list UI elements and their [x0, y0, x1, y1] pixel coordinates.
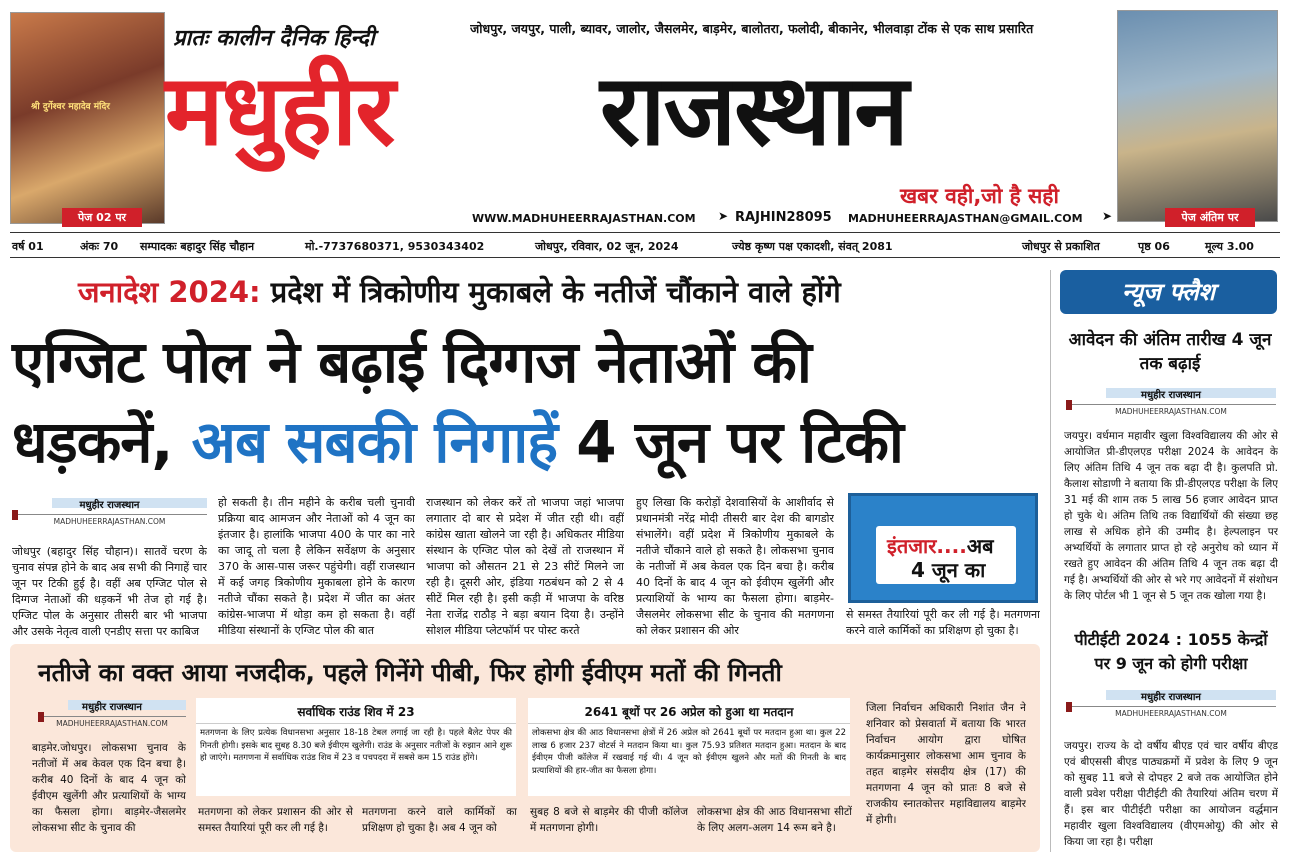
- news-flash-title[interactable]: न्यूज फ्लैश: [1060, 270, 1277, 314]
- sidebar-byweb-2: MADHUHEERRAJASTHAN.COM: [1115, 709, 1227, 718]
- countdown-wait: इंतजार....: [887, 534, 967, 558]
- lead-column-4: हुए लिखा कि करोड़ों देशवासियों के आशीर्वाद से प्रधानमंत्री नरेंद्र मोदी तीसरी बार देश की बागडोर संभालेंगे। वहीं प्रदेश में त्रिकोणीय मुकाबले के नतीजे चौंकाने वाले हो सकते है। लोकसभा चुनाव के नतीजों में अब केवल एक दिन बचा है। करीब 40 दिनों के बाद 4 जून को ईवीएम खुलेंगी और प्रत्याशियों के भाग्य का फैसला होगा। बाड़मेर-जैसलमेर लोकसभा सीट के चुनाव की मतगणना को लेकर प्रशासन की ओर: [636, 496, 834, 637]
- page-count: पृष्ठ 06: [1138, 240, 1170, 253]
- sidebar-byline-2: मधुहीर राजस्थान: [1141, 692, 1201, 703]
- slogan: खबर वही,जो है सही: [900, 184, 1059, 208]
- second-bottom-col-2: मतगणना करने वाले कार्मिकों का प्रशिक्षण हो चुका है। अब 4 जून को: [362, 806, 517, 834]
- second-headline[interactable]: नतीजे का वक्त आया नजदीक, पहले गिनेंगे पीबी, फिर होगी ईवीएम मतों की गिनती: [38, 658, 782, 687]
- masthead-title-part2: राजस्थान: [600, 54, 907, 168]
- lead-kicker-rest: प्रदेश में त्रिकोणीय मुकाबले के नतीजें चौंकाने वाले होंगे: [270, 275, 841, 309]
- sidebar-text-2: जयपुर। राज्य के दो वर्षीय बीएड एवं चार वर्षीय बीएड एवं बीएससी बीएड पाठ्यक्रमों में प्रवेश के लिए 9 जून को सुबह 11 बजे से दोपहर 2 बजे तक आयोजित होने वाली प्रवेश परीक्षा पीटीईटी की तैयारियां अंतिम चरण में हैं। इस बार पीटीईटी परीक्षा का आयोजन वर्द्धमान महावीर खुला विश्वविद्यालय (वीएमओयू) की ओर से किया जा रहा है। परीक्षा: [1064, 740, 1278, 848]
- email-link[interactable]: MADHUHEERRAJASTHAN@GMAIL.COM: [848, 212, 1083, 225]
- lead-column-5: से समस्त तैयारियां पूरी कर ली गई है। मतगणना करने वाले कार्मिकों का प्रशिक्षण हो चुका है।: [846, 608, 1040, 637]
- second-bottom-col-3: सुबह 8 बजे से बाड़मेर की पीजी कॉलेज में मतगणना होगी।: [530, 806, 688, 834]
- mobile: मो.-7737680371, 9530343402: [305, 240, 485, 253]
- right-page-tag[interactable]: पेज अंतिम पर: [1165, 208, 1255, 227]
- lead-column-2: हो सकती है। तीन महीने के करीब चली चुनावी प्रक्रिया बाद आमजन और नेताओं को 4 जून का इंतजार है। हालांकि भाजपा 400 के पार का नारे का जादू तो चला है लेकिन सर्वेक्षण के अनुसार 370 के आस-पास जरूर पहुंचेगी। वहीं राजस्थान में कई जगह त्रिकोणीय मुकाबला होने के कारण नतीजे चौंका सकते है। प्रदेश में जीत का अंतर कांग्रेस-भाजपा में थोड़ा कम हो सकता है। वहीं मीडिया संस्थानों के एग्जिट पोल की बात: [218, 496, 415, 637]
- sidebar-divider: [1050, 270, 1051, 852]
- tagline: प्रातः कालीन दैनिक हिन्दी: [173, 26, 375, 51]
- lead-byline-block: [12, 498, 207, 526]
- cursor-icon: ➤: [1102, 209, 1113, 223]
- lead-kicker: [78, 272, 841, 311]
- lead-headline-2b: अब सबकी निगाहें: [191, 408, 558, 476]
- sidebar-byline-block-2: [1066, 690, 1276, 718]
- second-bottom-col-1: मतगणना को लेकर प्रशासन की ओर से समस्त तैयारियां पूरी कर ली गई है।: [198, 806, 353, 834]
- lead-byweb: MADHUHEERRAJASTHAN.COM: [53, 517, 166, 526]
- masthead-title-part1: मधुहीर: [165, 54, 394, 168]
- lead-headline-2c: 4 जून पर टिकी: [576, 408, 903, 476]
- year: वर्ष 01: [12, 240, 44, 253]
- date: जोधपुर, रविवार, 02 जून, 2024: [535, 240, 679, 253]
- second-bottom-col-4: लोकसभा क्षेत्र की आठ विधानसभा सीटों के लिए अलग-अलग 14 रूम बने है।: [697, 806, 852, 834]
- right-header-photo[interactable]: [1117, 10, 1278, 222]
- lead-byline: मधुहीर राजस्थान: [79, 500, 140, 511]
- lead-column-1: जोधपुर (बहादुर सिंह चौहान)। सातवें चरण के चुनाव संपन्न होने के बाद अब सभी की निगाहें चार जून पर टिकी हुई है। वहीं अब एग्जिट पोल से दिग्गज नेताओं की धड़कनें भी तेज हो गई है। एग्जिट पोल के अनुसार तीसरी बार भी भाजपा और उसके नेतृत्व वाली एनडीए सत्ता पर काबिज: [12, 545, 207, 638]
- second-byweb: MADHUHEERRAJASTHAN.COM: [56, 719, 168, 728]
- countdown-box[interactable]: [848, 493, 1038, 603]
- cursor-icon: ➤: [718, 209, 729, 223]
- left-photo-caption: श्री दुर्गेश्वर महादेव मंदिर: [31, 102, 110, 112]
- editor: सम्पादकः बहादुर सिंह चौहान: [140, 240, 255, 253]
- issue: अंकः 70: [80, 240, 119, 253]
- lead-headline-line1[interactable]: एग्जिट पोल ने बढ़ाई दिग्गज नेताओं की: [12, 328, 811, 396]
- info-box-booths-title: 2641 बूथों पर 26 अप्रेल को हुआ था मतदान: [528, 698, 850, 724]
- sidebar-text-1: जयपुर। वर्धमान महावीर खुला विश्वविद्यालय की ओर से आयोजित प्री-डीएलएड परीक्षा 2024 के आवेदन के लिए अंतिम तिथि 4 जून तक बढ़ा दी है। कुलपति प्रो. कैलाश सोडाणी ने बताया कि प्री-डीएलएड परीक्षा के लिए 31 मई की शाम तक 5 लाख 56 हजार आवेदन प्राप्त हो चुके थे। अंतिम तिथि तक विद्यार्थियों की संख्या छह लाख से अधिक होने की उम्मीद है। हेल्पलाइन पर अभ्यर्थियों के लगातार प्राप्त हो रहे अनुरोध को ध्यान में रखते हुए आवेदन की अंतिम तिथि 4 जून तक बढ़ा दी गई है। अभ्यर्थियों की ओर से भरे गए आवेदनों में संशोधन के लिए पोर्टल भी 1 जून से 5 जून तक खोला गया है।: [1064, 430, 1278, 602]
- sidebar-headline-1[interactable]: आवेदन की अंतिम तारीख 4 जून तक बढ़ाई: [1068, 330, 1272, 374]
- website-link[interactable]: WWW.MADHUHEERRAJASTHAN.COM: [472, 212, 696, 225]
- lead-column-3: राजस्थान को लेकर करें तो भाजपा जहां भाजपा लगातार दो बार से प्रदेश में जीत रही थी। वहीं कांग्रेस खाता खोलने जा रही है। अधिकतर मीडिया संस्थान के एग्जिट पोल को देखें तो राजस्थान में भाजपा को औसतन 21 से 23 सीटें मिलने जा रही है। दूसरी ओर, इंडिया गठबंधन को 2 से 4 सीटें मिल रही है। इसी कड़ी में भाजपा के वरिष्ठ नेता राजेंद्र राठौड़ ने बड़ा बयान दिया है। उन्होंने सोशल मीडिया प्लेटफॉर्म पर पोस्ट करते: [426, 496, 624, 637]
- edition-cities: जोधपुर, जयपुर, पाली, ब्यावर, जालोर, जैसलमेर, बाड़मेर, बालोतरा, फलोदी, बीकानेर, भीलवाड़ा टोंक से एक साथ प्रसारित: [470, 21, 1034, 36]
- lead-kicker-red: जनादेश 2024:: [78, 275, 261, 309]
- info-box-rounds-text: मतगणना के लिए प्रत्येक विधानसभा अनुसार 18-18 टेबल लगाई जा रही है। पहले बैलेट पेपर की गिनती होगी। इसके बाद सुबह 8.30 बजे ईवीएम खुलेगी। राउंड के अनुसार नतीजों के रुझान आने शुरू हो जाएंगे। मतगणना में सर्वाधिक राउंड शिव में 23 व पचपदरा में सबसे कम 15 राउंड होंगे।: [200, 728, 512, 763]
- info-box-rounds[interactable]: [196, 698, 516, 796]
- registration-number: RAJHIN28095: [735, 210, 832, 225]
- info-bar: [10, 232, 1280, 258]
- second-byline: मधुहीर राजस्थान: [82, 702, 142, 713]
- countdown-line1: [887, 532, 994, 559]
- second-right-column: जिला निर्वाचन अधिकारी निशांत जैन ने शनिवार को प्रेसवार्ता में बताया कि भारत निर्वाचन आयोग द्वारा घोषित कार्यक्रमानुसार लोकसभा आम चुनाव के तहत बाड़मेर संसदीय क्षेत्र (17) की मतगणना 4 जून को प्रातः 8 बजे से राजकीय स्नातकोत्तर महाविद्यालय बाड़मेर में होगी।: [866, 702, 1026, 826]
- panchang: ज्येष्ठ कृष्ण पक्ष एकादशी, संवत् 2081: [732, 240, 893, 253]
- lead-headline-line2[interactable]: [12, 400, 903, 479]
- sidebar-byline-1: मधुहीर राजस्थान: [1141, 390, 1201, 401]
- sidebar-byline-block-1: [1066, 388, 1276, 416]
- sidebar-headline-2[interactable]: पीटीईटी 2024 : 1055 केन्द्रों पर 9 जून को होगी परीक्षा: [1074, 630, 1268, 673]
- left-header-photo[interactable]: [10, 12, 165, 224]
- price: मूल्य 3.00: [1205, 240, 1254, 253]
- sidebar-byweb-1: MADHUHEERRAJASTHAN.COM: [1115, 407, 1227, 416]
- info-box-rounds-title: सर्वाधिक राउंड शिव में 23: [196, 698, 516, 724]
- countdown-line2: 4 जून का: [911, 558, 986, 582]
- info-box-booths-text: लोकसभा क्षेत्र की आठ विधानसभा क्षेत्रों में 26 अप्रेल को 2641 बूथों पर मतदान हुआ था। कुल 22 लाख 6 हजार 237 वोटर्स ने मतदान किया था। कुल 75.93 प्रतिशत मतदान हुआ। मतदान के बाद ईवीएम पीजी कॉलेज में रखवाई गई थी। 4 जून को ईवीएम खुलने और मतों की गिनती के बाद प्रत्याशियों की हार-जीत का फैसला होगा।: [532, 728, 846, 776]
- lead-headline-2a: धड़कनें,: [12, 408, 173, 476]
- second-column-1: बाड़मेर.जोधपुर। लोकसभा चुनाव के नतीजों में अब केवल एक दिन बचा है। करीब 40 दिनों के बाद 4 जून को ईवीएम खुलेंगी और प्रत्याशियों के भाग्य का फैसला होगा। बाड़मेर-जैसलमेर लोकसभा सीट के चुनाव की: [32, 742, 186, 834]
- second-byline-block: [38, 700, 186, 728]
- countdown-now: अब: [966, 534, 994, 558]
- left-page-tag[interactable]: पेज 02 पर: [62, 208, 142, 227]
- info-box-booths[interactable]: [528, 698, 850, 796]
- published-from: जोधपुर से प्रकाशित: [1022, 240, 1100, 253]
